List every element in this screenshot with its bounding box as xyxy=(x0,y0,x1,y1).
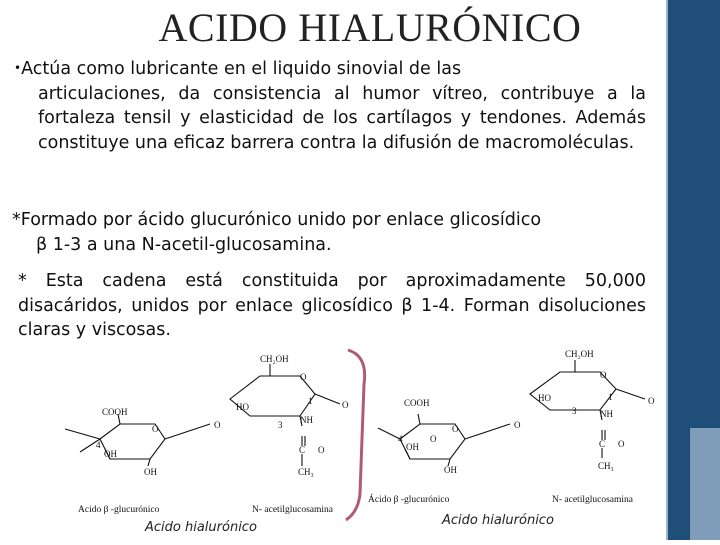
left-ring-o: O xyxy=(152,424,159,434)
left-ho: HO xyxy=(236,402,249,412)
paragraph-chain: * Esta cadena está constituida por aproximadamente 50,000 disacáridos, unidos por enlace glicosídico β 1-4. Forman disoluciones claras y viscosas. xyxy=(18,271,646,340)
left-carbonyl-o: O xyxy=(318,445,325,455)
paragraph-function-line1: Actúa como lubricante en el liquido sinovial de las xyxy=(21,59,462,79)
right-glucosamine-ring xyxy=(530,360,645,458)
right-start-o: O xyxy=(430,434,437,444)
left-glucuronic-label: Acido β -glucurónico xyxy=(78,505,160,515)
sidebar-accent xyxy=(690,428,720,540)
right-ring-o: O xyxy=(452,424,459,434)
left-glucuronic-ring xyxy=(65,414,210,466)
paragraph-function xyxy=(14,56,646,155)
paragraph-composition xyxy=(12,208,642,257)
caption-right: Acido hialurónico xyxy=(442,513,554,528)
left-ch2oh: CH₂OH xyxy=(260,354,289,364)
left-num4: 4 xyxy=(96,440,101,450)
right-acetyl-label: N- acetilglucosamina xyxy=(552,495,633,505)
hyaluronic-structure-figure xyxy=(60,344,660,540)
right-num1: 1 xyxy=(608,392,613,402)
left-glucosamine-o: O xyxy=(300,372,307,382)
left-num1: 1 xyxy=(308,396,313,406)
left-acetyl-label: N- acetilglucosamina xyxy=(252,505,333,515)
right-ho: HO xyxy=(538,393,551,403)
left-ch3: CH₃ xyxy=(298,467,314,477)
right-glucosamine-o: O xyxy=(600,370,607,380)
right-oh-2: OH xyxy=(444,465,457,475)
right-c: C xyxy=(599,439,606,449)
paragraph-function-rest: articulaciones, da consistencia al humor vítreo, contribuye a la fortaleza tensil y elasticidad de los cartílagos y tendones. Además constituye una eficaz barrera contra la difusión de macromoléculas. xyxy=(38,83,646,153)
right-cooh-label: COOH xyxy=(404,398,430,408)
right-carbonyl-o: O xyxy=(618,439,625,449)
paragraph-composition-line1: *Formado por ácido glucurónico unido por enlace glicosídico xyxy=(12,210,542,230)
right-glucuronic-label: Ácido β -glucurónico xyxy=(368,495,450,505)
left-num3: 3 xyxy=(278,420,283,430)
right-num4: 4 xyxy=(398,434,403,444)
right-bridge-o: O xyxy=(514,420,521,430)
left-end-o: O xyxy=(342,400,349,410)
bullet-icon: • xyxy=(14,61,22,75)
left-cooh-label: COOH xyxy=(102,407,128,417)
right-num3: 3 xyxy=(572,406,577,416)
repeat-bracket-icon xyxy=(346,350,365,520)
left-oh-2: OH xyxy=(144,467,157,477)
structure-diagram xyxy=(60,344,660,540)
left-nh: NH xyxy=(300,415,313,425)
right-ch3: CH₃ xyxy=(598,461,614,471)
right-ch2oh: CH₂OH xyxy=(565,349,594,359)
right-nh: NH xyxy=(600,409,613,419)
left-oh-1: OH xyxy=(104,449,117,459)
caption-left: Acido hialurónico xyxy=(145,520,257,535)
paragraph-composition-line2: β 1-3 a una N-acetil-glucosamina. xyxy=(36,234,332,255)
right-oh-1: OH xyxy=(406,442,419,452)
left-c: C xyxy=(299,445,306,455)
right-end-o: O xyxy=(648,396,655,406)
left-bridge-o: O xyxy=(214,420,221,430)
slide-title: ACIDO HIALURÓNICO xyxy=(158,5,582,50)
